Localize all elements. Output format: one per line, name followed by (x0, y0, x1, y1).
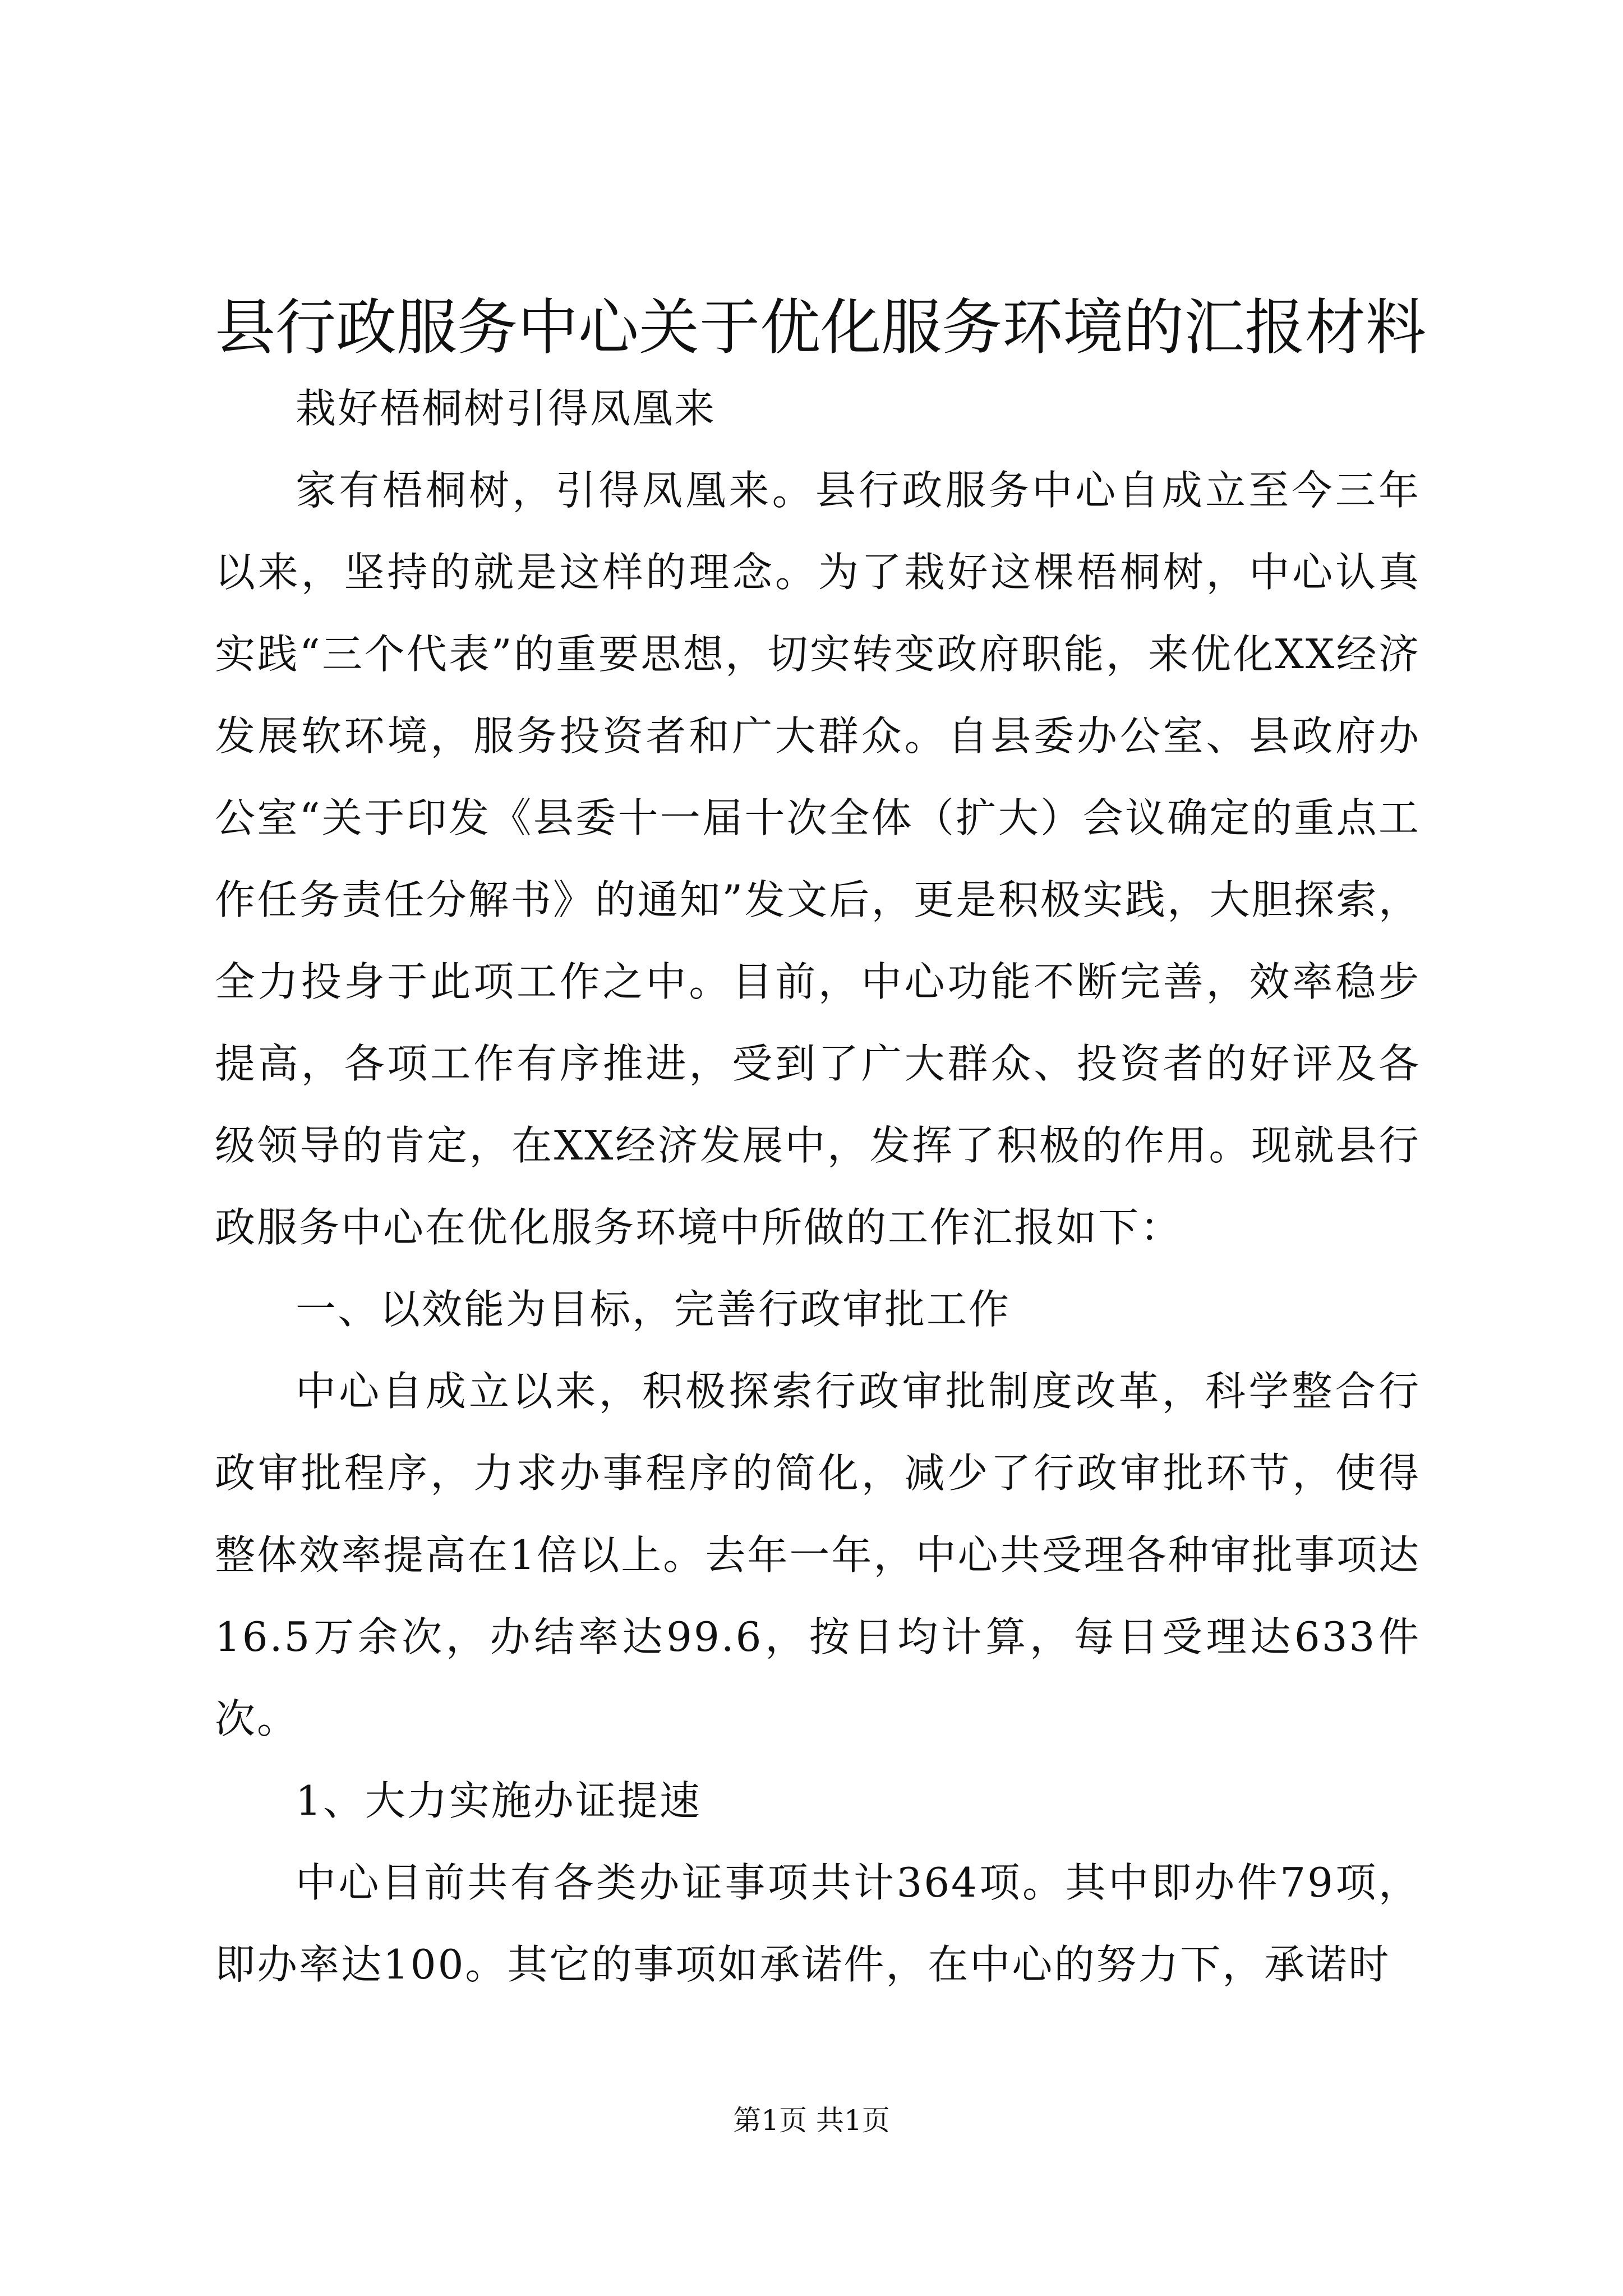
document-body (215, 367, 1421, 2005)
subtitle-paragraph: 栽好梧桐树引得凤凰来 (296, 385, 717, 432)
intro-paragraph: 家有梧桐树，引得凤凰来。县行政服务中心自成立至今三年以来，坚持的就是这样的理念。为了栽好这棵梧桐树，中心认真实践“三个代表”的重要思想，切实转变政府职能，来优化XX经济发展软环境，服务投资者和广大群众。自县委办公室、县政府办公室“关于印发《县委十一届十次全体（扩大）会议确定的重点工作任务责任分解书》的通知”发文后，更是积极实践，大胆探索，全力投身于此项工作之中。目前，中心功能不断完善，效率稳步提高，各项工作有序推进，受到了广大群众、投资者的好评及各级领导的肯定，在XX经济发展中，发挥了积极的作用。现就县行政服务中心在优化服务环境中所做的工作汇报如下： (215, 467, 1421, 1251)
subsection-heading-1: 1、大力实施办证提速 (296, 1777, 702, 1824)
section-1-paragraph: 中心自成立以来，积极探索行政审批制度改革，科学整合行政审批程序，力求办事程序的简化，减少了行政审批环节，使得整体效率提高在1倍以上。去年一年，中心共受理各种审批事项达16.5万余次，办结率达99.6，按日均计算，每日受理达633件次。 (215, 1368, 1421, 1742)
section-heading-1: 一、以效能为目标，完善行政审批工作 (296, 1286, 1011, 1333)
page-number-footer: 第1页 共1页 (733, 2104, 890, 2137)
subsection-1-paragraph: 中心目前共有各类办证事项共计364项。其中即办件79项，即办率达100。其它的事项如承诺件，在中心的努力下，承诺时 (215, 1859, 1421, 1988)
document-title: 县行政服务中心关于优化服务环境的汇报材料 (215, 293, 1427, 363)
